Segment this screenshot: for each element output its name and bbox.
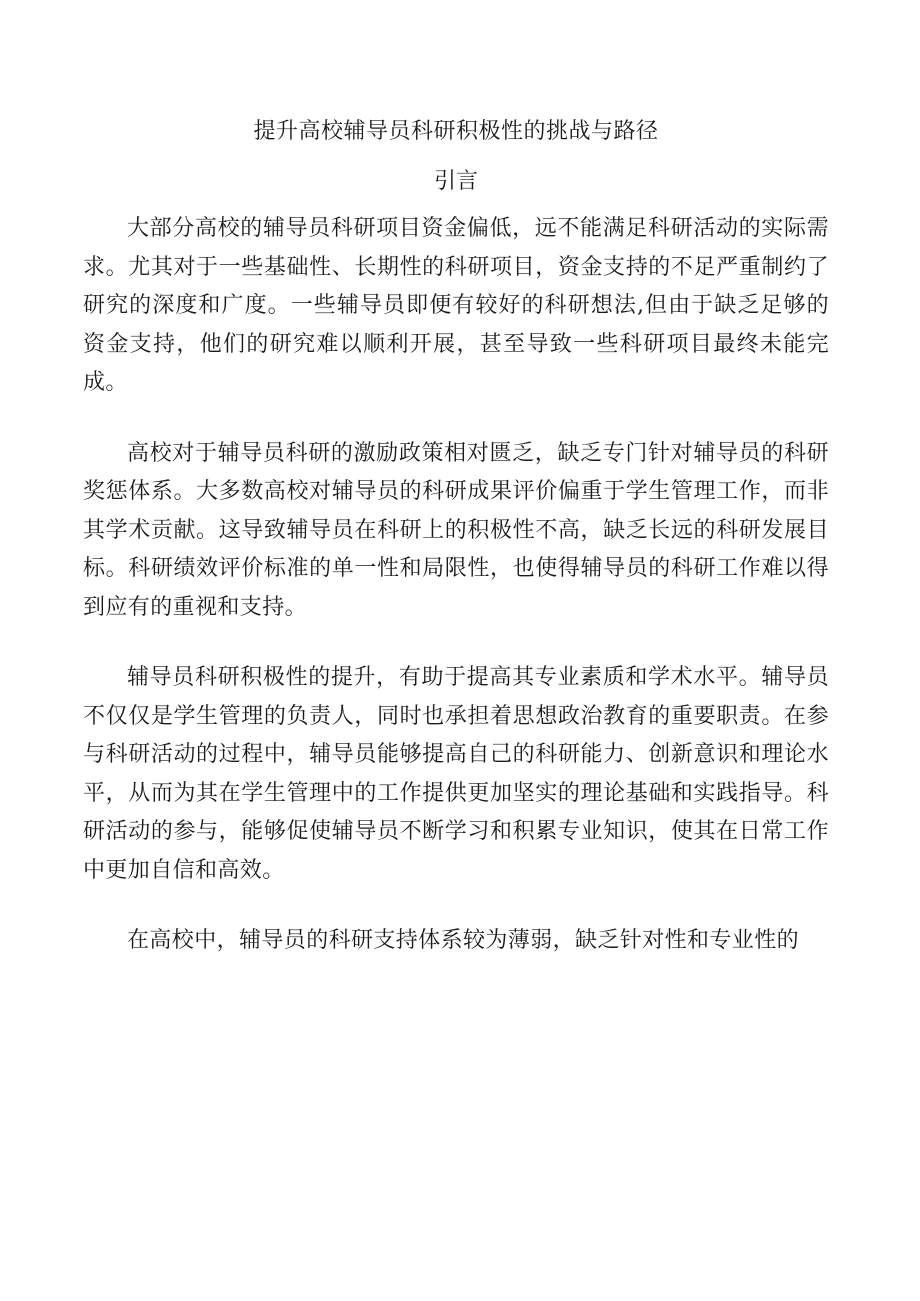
document-body xyxy=(83,112,829,961)
paragraph-incentives: 高校对于辅导员科研的激励政策相对匮乏，缺乏专门针对辅导员的科研奖惩体系。大多数高校对辅导员的科研成果评价偏重于学生管理工作，而非其学术贡献。这导致辅导员在科研上的积极性不高，缺乏长远的科研发展目标。科研绩效评价标准的单一性和局限性，也使得辅导员的科研工作难以得到应有的重视和支持。 xyxy=(83,440,829,620)
paragraph-funding: 大部分高校的辅导员科研项目资金偏低，远不能满足科研活动的实际需求。尤其对于一些基础性、长期性的科研项目，资金支持的不足严重制约了研究的深度和广度。一些辅导员即便有较好的科研想法,但由于缺乏足够的资金支持，他们的研究难以顺利开展，甚至导致一些科研项目最终未能完成。 xyxy=(83,216,829,395)
document-title: 提升高校辅导员科研积极性的挑战与路径 xyxy=(253,119,659,144)
section-heading-introduction: 引言 xyxy=(433,169,478,194)
paragraph-benefits: 辅导员科研积极性的提升，有助于提高其专业素质和学术水平。辅导员不仅仅是学生管理的负责人，同时也承担着思想政治教育的重要职责。在参与科研活动的过程中，辅导员能够提高自己的科研能力、创新意识和理论水平，从而为其在学生管理中的工作提供更加坚实的理论基础和实践指导。科研活动的参与，能够促使辅导员不断学习和积累专业知识，使其在日常工作中更加自信和高效。 xyxy=(83,665,829,883)
paragraph-support-system: 在高校中，辅导员的科研支持体系较为薄弱，缺乏针对性和专业性的 xyxy=(127,928,800,953)
